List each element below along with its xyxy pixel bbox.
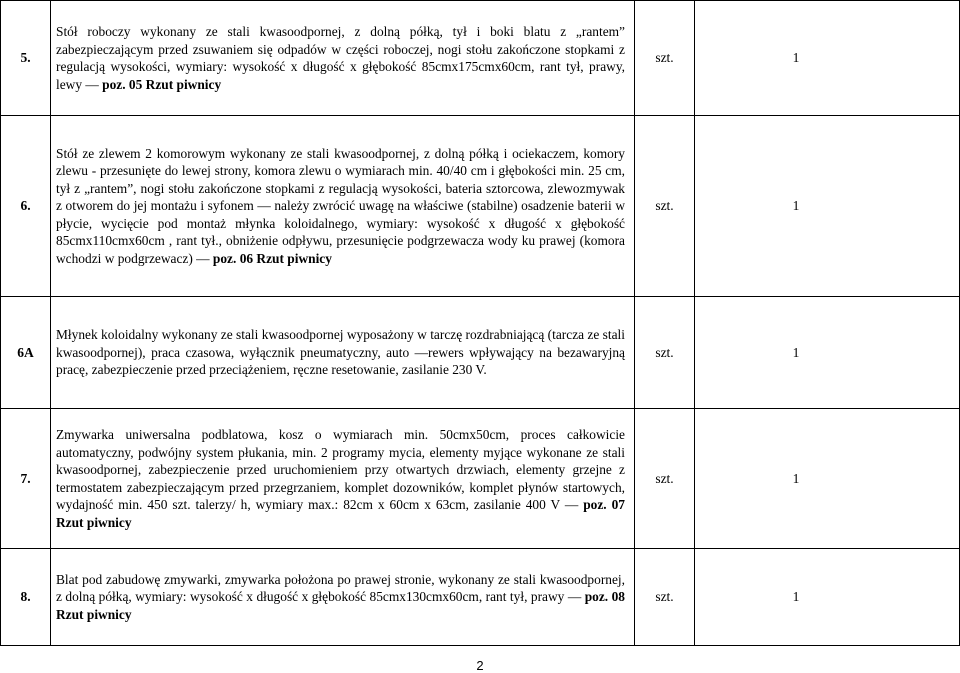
row-quantity: 1	[695, 297, 960, 409]
row-unit: szt.	[635, 549, 695, 646]
row-number: 6A	[1, 297, 51, 409]
description-text: Stół roboczy wykonany ze stali kwasoodpornej, z dolną półką, tył i boki blatu z „rantem” zabezpieczającym przed zsuwaniem się odpadów w części roboczej, nogi stołu zakończone stopkami z regulacją wysokości, wymiary: wysokość x długość x głębokość 85cmx175cmx60cm, rant tył, prawy, lewy —	[56, 24, 625, 92]
description-text: Blat pod zabudowę zmywarki, zmywarka położona po prawej stronie, wykonany ze stali kwasoodpornej, z dolną półką, wymiary: wysokość x długość x głębokość 85cmx130cmx60cm, rant tył, prawy —	[56, 571, 625, 605]
description-text: Młynek koloidalny wykonany ze stali kwasoodpornej wyposażony w tarczę rozdrabniającą (tarcza ze stali kwasoodpornej), praca czasowa, wyłącznik pneumatyczny, auto —rewers wpływający na bezawaryjną pracę, zabezpieczenie przed przeciążeniem, ręczne resetowanie, zasilanie 230 V.	[56, 327, 625, 378]
drawing-reference: poz. 08 Rzut piwnicy	[56, 589, 625, 622]
table-row	[1, 297, 960, 409]
row-unit: szt.	[635, 116, 695, 297]
row-quantity: 1	[695, 549, 960, 646]
row-description	[51, 549, 635, 646]
row-unit: szt.	[635, 297, 695, 409]
row-number: 7.	[1, 409, 51, 549]
row-quantity: 1	[695, 409, 960, 549]
row-number: 8.	[1, 549, 51, 646]
table-row	[1, 1, 960, 116]
description-text: Zmywarka uniwersalna podblatowa, kosz o wymiarach min. 50cmx50cm, proces całkowicie automatyczny, podwójny system płukania, min. 2 programy mycia, elementy myjące wykonane ze stali kwasoodpornej, zabezpieczenie przed uruchomieniem przy otwartych drzwiach, elementy grzejne z termostatem zabezpieczającym przed przegrzaniem, komplet dozowników, komplet płynów startowych, wydajność min. 450 szt. talerzy/ h, wymiary max.: 82cm x 60cm x 63cm, zasilanie 400 V —	[56, 427, 625, 512]
row-quantity: 1	[695, 1, 960, 116]
row-number: 6.	[1, 116, 51, 297]
row-number: 5.	[1, 1, 51, 116]
row-quantity: 1	[695, 116, 960, 297]
row-description	[51, 297, 635, 409]
drawing-reference: poz. 06 Rzut piwnicy	[212, 250, 332, 266]
page-number: 2	[476, 658, 484, 673]
drawing-reference: poz. 07 Rzut piwnicy	[56, 497, 625, 530]
row-unit: szt.	[635, 1, 695, 116]
table-row	[1, 409, 960, 549]
table-row	[1, 549, 960, 646]
row-description	[51, 116, 635, 297]
row-unit: szt.	[635, 409, 695, 549]
row-description	[51, 1, 635, 116]
description-text: Stół ze zlewem 2 komorowym wykonany ze stali kwasoodpornej, z dolną półką i ociekaczem, komory zlewu - przesunięte do lewej strony, komora zlewu o wymiarach min. 40/40 cm i głębokości min. 25 cm, tył z „rantem”, nogi stołu zakończone stopkami z regulacją wysokości, bateria sztorcowa, zlewozmywak z otworem do jej montażu i syfonem — należy zwrócić uwagę na właściwe (stabilne) osadzenie baterii w płycie, wycięcie pod montaż młynka koloidalnego, wymiary: wysokość x długość x głębokość 85cmx110cmx60cm , rant tył., obniżenie odpływu, przesunięcie podgrzewacza wody ku prawej (komora wchodzi w podgrzewacz) —	[56, 145, 625, 266]
drawing-reference: poz. 05 Rzut piwnicy	[102, 76, 222, 92]
row-description	[51, 409, 635, 549]
table-row	[1, 116, 960, 297]
